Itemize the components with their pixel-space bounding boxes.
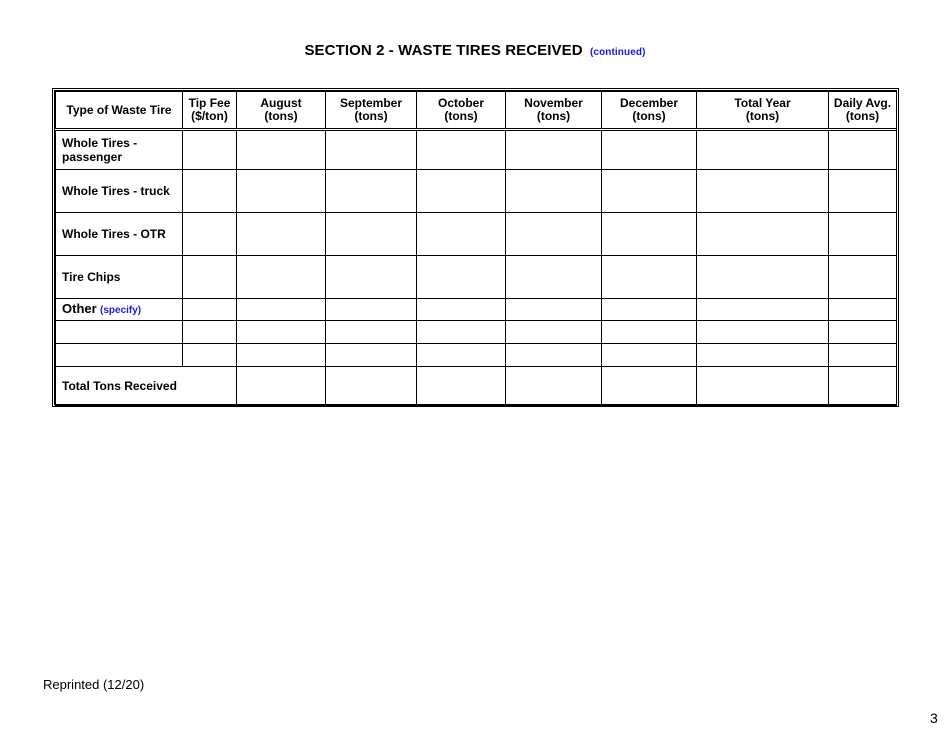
input-cell[interactable] [417, 213, 506, 256]
input-cell[interactable] [183, 170, 237, 213]
input-cell[interactable] [829, 130, 897, 170]
input-cell[interactable] [183, 299, 237, 321]
row-label-whole-tires-otr: Whole Tires - OTR [56, 213, 183, 256]
input-cell[interactable] [183, 321, 237, 344]
input-cell[interactable] [506, 130, 602, 170]
input-cell[interactable] [326, 170, 417, 213]
continued-note: (continued) [589, 47, 646, 58]
input-cell[interactable] [829, 256, 897, 299]
input-cell[interactable] [183, 130, 237, 170]
input-cell[interactable] [417, 256, 506, 299]
other-label: Other [62, 300, 97, 316]
input-cell[interactable] [829, 170, 897, 213]
header-december: December (tons) [602, 92, 697, 130]
input-cell[interactable] [506, 256, 602, 299]
table-row [56, 299, 897, 321]
input-cell[interactable] [237, 130, 326, 170]
header-october: October (tons) [417, 92, 506, 130]
input-cell[interactable] [237, 213, 326, 256]
input-cell[interactable] [829, 299, 897, 321]
input-cell[interactable] [506, 321, 602, 344]
input-cell[interactable] [697, 367, 829, 406]
other-specify-cell[interactable] [56, 321, 183, 344]
input-cell[interactable] [237, 299, 326, 321]
table-row [56, 213, 897, 256]
row-label-whole-tires-passenger: Whole Tires - passenger [56, 130, 183, 170]
other-specify-cell[interactable] [56, 344, 183, 367]
waste-tires-table-frame [52, 88, 899, 407]
input-cell[interactable] [829, 367, 897, 406]
reprinted-note: Reprinted (12/20) [43, 677, 145, 692]
input-cell[interactable] [417, 344, 506, 367]
header-tip-fee: Tip Fee ($/ton) [183, 92, 237, 130]
input-cell[interactable] [697, 321, 829, 344]
input-cell[interactable] [829, 321, 897, 344]
total-tons-received-label: Total Tons Received [56, 367, 237, 406]
header-august: August (tons) [237, 92, 326, 130]
table-row [56, 321, 897, 344]
input-cell[interactable] [506, 367, 602, 406]
input-cell[interactable] [602, 213, 697, 256]
input-cell[interactable] [602, 256, 697, 299]
header-september: September (tons) [326, 92, 417, 130]
input-cell[interactable] [237, 344, 326, 367]
section-title-main: SECTION 2 - WASTE TIRES RECEIVED [304, 42, 583, 59]
input-cell[interactable] [417, 130, 506, 170]
input-cell[interactable] [506, 344, 602, 367]
header-total-year: Total Year (tons) [697, 92, 829, 130]
input-cell[interactable] [697, 213, 829, 256]
input-cell[interactable] [602, 170, 697, 213]
table-row [56, 170, 897, 213]
row-label-whole-tires-truck: Whole Tires - truck [56, 170, 183, 213]
input-cell[interactable] [697, 130, 829, 170]
row-label-other [56, 299, 183, 321]
input-cell[interactable] [697, 170, 829, 213]
input-cell[interactable] [237, 367, 326, 406]
input-cell[interactable] [697, 344, 829, 367]
input-cell[interactable] [183, 344, 237, 367]
input-cell[interactable] [326, 321, 417, 344]
header-type-of-waste-tire: Type of Waste Tire [56, 92, 183, 130]
input-cell[interactable] [183, 256, 237, 299]
input-cell[interactable] [326, 344, 417, 367]
input-cell[interactable] [506, 213, 602, 256]
table-row [56, 130, 897, 170]
input-cell[interactable] [237, 256, 326, 299]
input-cell[interactable] [602, 130, 697, 170]
input-cell[interactable] [326, 299, 417, 321]
input-cell[interactable] [697, 299, 829, 321]
input-cell[interactable] [602, 367, 697, 406]
input-cell[interactable] [326, 367, 417, 406]
input-cell[interactable] [602, 321, 697, 344]
waste-tires-table [55, 91, 897, 406]
input-cell[interactable] [417, 367, 506, 406]
table-row [56, 256, 897, 299]
input-cell[interactable] [183, 213, 237, 256]
input-cell[interactable] [602, 344, 697, 367]
table-header-row [56, 92, 897, 130]
header-november: November (tons) [506, 92, 602, 130]
specify-note: (specify) [100, 304, 142, 316]
input-cell[interactable] [237, 170, 326, 213]
header-daily-avg: Daily Avg. (tons) [829, 92, 897, 130]
input-cell[interactable] [326, 256, 417, 299]
input-cell[interactable] [326, 130, 417, 170]
input-cell[interactable] [697, 256, 829, 299]
input-cell[interactable] [506, 299, 602, 321]
input-cell[interactable] [506, 170, 602, 213]
row-label-tire-chips: Tire Chips [56, 256, 183, 299]
section-title [0, 42, 950, 59]
table-row [56, 344, 897, 367]
input-cell[interactable] [829, 344, 897, 367]
input-cell[interactable] [326, 213, 417, 256]
input-cell[interactable] [829, 213, 897, 256]
input-cell[interactable] [417, 170, 506, 213]
input-cell[interactable] [417, 321, 506, 344]
total-row [56, 367, 897, 406]
input-cell[interactable] [237, 321, 326, 344]
input-cell[interactable] [417, 299, 506, 321]
input-cell[interactable] [602, 299, 697, 321]
page-number: 3 [930, 710, 938, 726]
